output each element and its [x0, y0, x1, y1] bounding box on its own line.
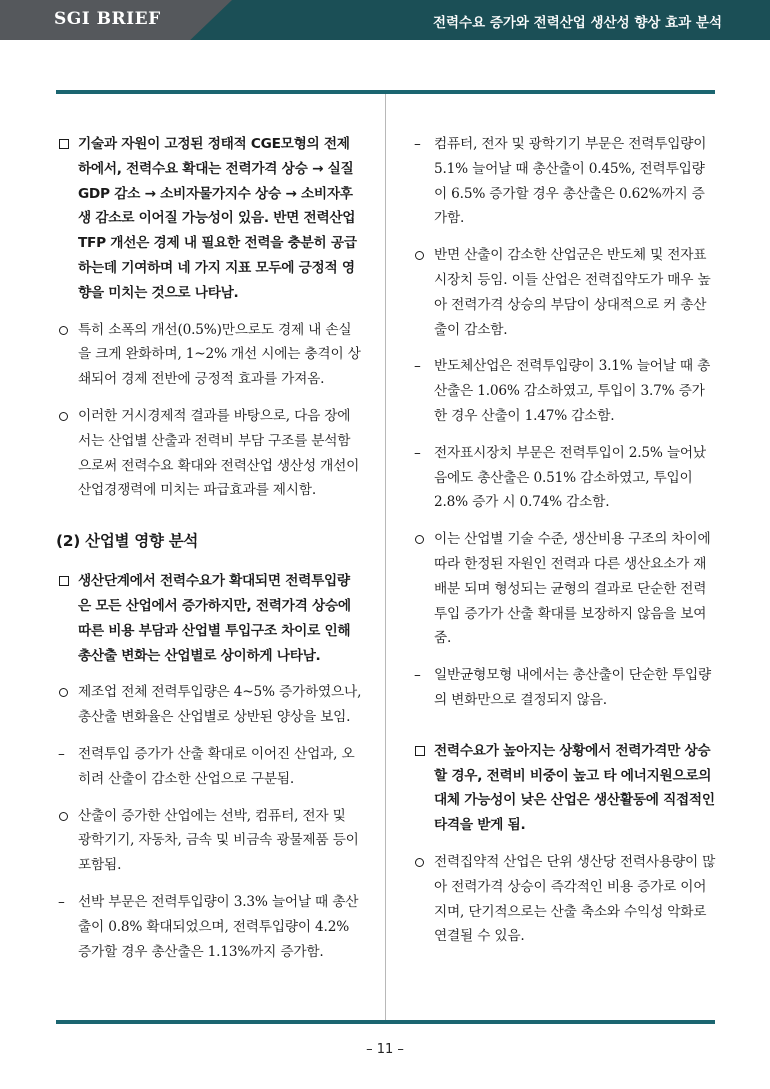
dash-bullet-icon: –: [414, 136, 421, 152]
key-point: [412, 739, 716, 838]
paragraph-text: 일반균형모형 내에서는 총산출이 단순한 투입량의 변화만으로 결정되지 않음.: [434, 667, 712, 708]
page-header: [0, 0, 770, 40]
circle-bullet-icon: [415, 858, 424, 867]
paragraph-text: 산출이 증가한 산업에는 선박, 컴퓨터, 전자 및 광학기기, 자동차, 금속 및 비금속 광물제품 등이 포함됨.: [78, 807, 359, 874]
circle-bullet-icon: [59, 326, 68, 335]
square-bullet-icon: [59, 576, 69, 586]
detail-point: [412, 441, 716, 515]
sub-point: [56, 680, 362, 730]
report-title: 전력수요 증가와 전력산업 생산성 향상 효과 분석: [432, 15, 722, 31]
paragraph-text: 이러한 거시경제적 결과를 바탕으로, 다음 장에서는 산업별 산출과 전력비 부담 구조를 분석함으로써 전력수요 확대와 전력산업 생산성 개선이 산업경쟁력에 미치는 파급효과를 제시함.: [78, 407, 360, 499]
circle-bullet-icon: [59, 412, 68, 421]
paragraph-text: 반면 산출이 감소한 산업군은 반도체 및 전자표시장치 등임. 이들 산업은 전력집약도가 매우 높아 전력가격 상승의 부담이 상대적으로 커 총산출이 감소함.: [434, 247, 711, 338]
circle-bullet-icon: [415, 251, 424, 260]
right-column: [412, 132, 716, 961]
key-point: [56, 132, 362, 306]
dash-bullet-icon: –: [58, 745, 65, 762]
paragraph-text: 특히 소폭의 개선(0.5%)만으로도 경제 내 손실을 크게 완화하며, 1~2% 개선 시에는 충격이 상쇄되어 경제 전반에 긍정적 효과를 가져옴.: [78, 321, 361, 388]
sub-point: [56, 404, 362, 503]
paragraph-text: 전력집약적 산업은 단위 생산당 전력사용량이 많아 전력가격 상승이 즉각적인 비용 증가로 이어지며, 단기적으로는 산출 축소와 수익성 악화로 연결될 수 있음.: [434, 853, 716, 945]
paragraph-gap: [412, 725, 716, 739]
dash-bullet-icon: –: [414, 358, 421, 375]
paragraph-text: 전력수요가 높아지는 상황에서 전력가격만 상승할 경우, 전력비 비중이 높고 타 에너지원으로의 대체 가능성이 낮은 산업은 생산활동에 직접적인 타격을 받게 됨.: [434, 742, 715, 834]
sub-point: [412, 243, 716, 342]
sub-point: [56, 804, 362, 878]
sub-point: [412, 850, 716, 949]
sub-point: [412, 527, 716, 651]
brand-name: SGI BRIEF: [54, 9, 161, 29]
detail-point: [412, 663, 716, 713]
paragraph-text: 전자표시장치 부문은 전력투입이 2.5% 늘어났음에도 총산출은 0.51% 감소하였고, 투입이 2.8% 증가 시 0.74% 감소함.: [434, 444, 706, 511]
detail-point: [56, 742, 362, 792]
detail-point: [56, 890, 362, 964]
paragraph-text: 생산단계에서 전력수요가 확대되면 전력투입량은 모든 산업에서 증가하지만, 전력가격 상승에 따른 비용 부담과 산업별 투입구조 차이로 인해 총산출 변화는 산업별로 상이하게 나타남.: [78, 573, 351, 664]
paragraph-text: 이는 산업별 기술 수준, 생산비용 구조의 차이에 따라 한정된 자원인 전력과 다른 생산요소가 재배분 되며 형성되는 균형의 결과로 단순한 전력투입 증가가 산출 확대를 보장하지 않음을 보여줌.: [434, 531, 711, 647]
dash-bullet-icon: –: [414, 444, 421, 461]
paragraph-text: 선박 부문은 전력투입량이 3.3% 늘어날 때 총산출이 0.8% 확대되었으며, 전력투입량이 4.2% 증가할 경우 총산출은 1.13%까지 증가함.: [78, 893, 359, 960]
section-heading: (2) 산업별 영향 분석: [56, 532, 199, 551]
paragraph-text: 기술과 자원이 고정된 정태적 CGE모형의 전제 하에서, 전력수요 확대는 전력가격 상승 → 실질 GDP 감소 → 소비자물가지수 상승 → 소비자후생 감소로 이어질 가능성이 있음. 반면 전력산업 TFP 개선은 경제 내 필요한 전력을 충분히 공급하는데 기여하며 네 가지 지표 모두에 긍정적 영향을 미치는 것으로 나타남.: [78, 136, 357, 301]
dash-bullet-icon: –: [414, 667, 421, 684]
circle-bullet-icon: [59, 812, 68, 821]
detail-point: [412, 354, 716, 428]
square-bullet-icon: [59, 139, 69, 149]
column-divider: [385, 94, 386, 1020]
circle-bullet-icon: [59, 688, 68, 697]
detail-point: [412, 132, 716, 231]
bottom-rule: [56, 1020, 715, 1024]
paragraph-text: 전력투입 증가가 산출 확대로 이어진 산업과, 오히려 산출이 감소한 산업으로 구분됨.: [78, 745, 355, 787]
circle-bullet-icon: [415, 535, 424, 544]
paragraph-text: 반도체산업은 전력투입량이 3.1% 늘어날 때 총산출은 1.06% 감소하였고, 투입이 3.7% 증가한 경우 산출이 1.47% 감소함.: [434, 358, 711, 424]
square-bullet-icon: [415, 746, 425, 756]
page-number: – 11 –: [366, 1042, 404, 1057]
dash-bullet-icon: –: [58, 893, 65, 910]
sub-point: [56, 318, 362, 392]
left-column: [56, 132, 362, 976]
paragraph-text: 컴퓨터, 전자 및 광학기기 부문은 전력투입량이 5.1% 늘어날 때 총산출이 0.45%, 전력투입량이 6.5% 증가할 경우 총산출은 0.62%까지 증가함.: [434, 136, 707, 227]
paragraph-text: 제조업 전체 전력투입량은 4~5% 증가하였으나, 총산출 변화율은 산업별로 상반된 양상을 보임.: [78, 684, 362, 726]
key-point: [56, 569, 362, 668]
